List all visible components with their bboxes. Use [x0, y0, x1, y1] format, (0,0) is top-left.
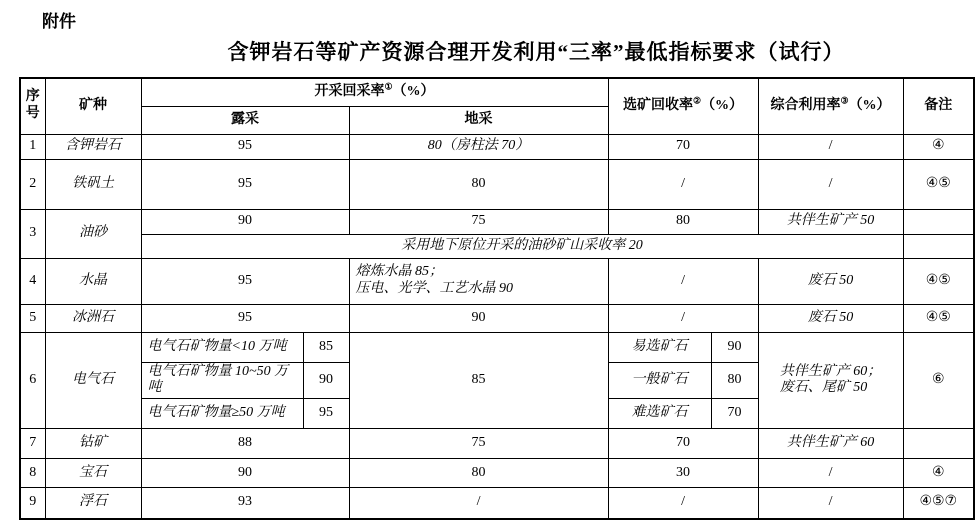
comprehensive-cell: 废石 50 [758, 258, 903, 304]
open-pit-cell: 95 [141, 304, 349, 332]
ore-type-cell: 一般矿石 [608, 362, 711, 399]
comprehensive-cell: 共伴生矿产 60 [758, 429, 903, 459]
attachment-label: 附件 [42, 12, 76, 31]
ore-value-cell: 80 [711, 362, 758, 399]
table-row [20, 488, 974, 519]
dressing-cell: / [608, 159, 758, 209]
mineral-cell: 铁矾土 [45, 159, 141, 209]
table-row [20, 459, 974, 488]
underground-line1: 熔炼水晶 85； [355, 264, 443, 280]
ore-type-cell: 易选矿石 [608, 332, 711, 362]
underground-line2: 压电、光学、工艺水晶 90 [355, 281, 513, 296]
remark-cell: ④ [903, 134, 974, 159]
dressing-cell: 30 [608, 459, 758, 488]
comprehensive-line1: 共伴生矿产 60； [779, 363, 882, 379]
header-mining-rate [141, 78, 608, 106]
underground-cell: 80（房柱法 70） [349, 134, 608, 159]
remark-cell [903, 209, 974, 234]
footnote-1-marker: ① [384, 81, 393, 92]
header-row [20, 78, 974, 106]
remark-cell: ④⑤⑦ [903, 488, 974, 519]
mineral-cell: 油砂 [45, 209, 141, 258]
remark-cell [903, 429, 974, 459]
remark-cell: ④⑤ [903, 159, 974, 209]
mineral-cell: 钴矿 [45, 429, 141, 459]
remark-cell [903, 234, 974, 258]
header-dressing-rate-label: 选矿回收率 [622, 97, 693, 113]
mineral-cell: 冰洲石 [45, 304, 141, 332]
comprehensive-cell [758, 332, 903, 429]
header-underground: 地采 [349, 106, 608, 134]
indicator-table [19, 77, 975, 520]
header-remarks: 备注 [903, 78, 974, 134]
dressing-cell: / [608, 304, 758, 332]
underground-cell: / [349, 488, 608, 519]
seq-cell: 9 [20, 488, 45, 519]
underground-cell: 80 [349, 459, 608, 488]
mineral-cell: 水晶 [45, 258, 141, 304]
underground-cell: 85 [349, 332, 608, 429]
table-row [20, 258, 974, 304]
table-row [20, 304, 974, 332]
comprehensive-cell: / [758, 159, 903, 209]
header-comprehensive-rate [758, 78, 903, 134]
table-row [20, 134, 974, 159]
ore-value-cell: 70 [711, 399, 758, 429]
mineral-cell: 电气石 [45, 332, 141, 429]
seq-cell: 7 [20, 429, 45, 459]
header-seq: 序号 [20, 78, 45, 134]
seq-cell: 4 [20, 258, 45, 304]
mineral-cell: 含钾岩石 [45, 134, 141, 159]
threshold-value-cell: 95 [303, 399, 349, 429]
threshold-value-cell: 90 [303, 362, 349, 399]
seq-cell: 3 [20, 209, 45, 258]
header-comprehensive-rate-label: 综合利用率 [770, 97, 841, 113]
header-dressing-rate-unit: （%） [701, 97, 744, 113]
open-pit-cell: 95 [141, 258, 349, 304]
header-mining-rate-unit: （%） [392, 83, 435, 99]
footnote-2-marker: ② [692, 95, 702, 106]
threshold-label-cell: 电气石矿物量 10~50 万吨 [141, 362, 303, 399]
mineral-cell: 宝石 [45, 459, 141, 488]
remark-cell: ⑥ [903, 332, 974, 429]
underground-cell: 90 [349, 304, 608, 332]
open-pit-cell: 95 [141, 134, 349, 159]
threshold-label-cell: 电气石矿物量≥50 万吨 [141, 399, 303, 429]
footnote-3-marker: ③ [840, 95, 849, 106]
underground-cell: 75 [349, 209, 608, 234]
comprehensive-text [780, 364, 882, 398]
table-row [20, 209, 974, 234]
note-cell: 采用地下原位开采的油砂矿山采收率 20 [141, 234, 903, 258]
header-comprehensive-rate-unit: （%） [848, 97, 891, 113]
seq-cell: 2 [20, 159, 45, 209]
open-pit-cell: 90 [141, 459, 349, 488]
mineral-cell: 浮石 [45, 488, 141, 519]
page-title: 含钾岩石等矿产资源合理开发利用“三率”最低指标要求（试行） [227, 40, 845, 64]
header-dressing-rate [608, 78, 758, 134]
remark-cell: ④ [903, 459, 974, 488]
comprehensive-line2: 废石、尾矿 50 [779, 380, 868, 396]
dressing-cell: 70 [608, 134, 758, 159]
comprehensive-cell: 共伴生矿产 50 [758, 209, 903, 234]
threshold-label-cell: 电气石矿物量<10 万吨 [141, 332, 303, 362]
underground-cell: 80 [349, 159, 608, 209]
ore-value-cell: 90 [711, 332, 758, 362]
comprehensive-cell: / [758, 488, 903, 519]
threshold-value-cell: 85 [303, 332, 349, 362]
open-pit-cell: 88 [141, 429, 349, 459]
dressing-cell: 80 [608, 209, 758, 234]
table-row [20, 332, 974, 362]
header-mining-rate-label: 开采回采率 [314, 83, 385, 99]
header-open-pit: 露采 [141, 106, 349, 134]
open-pit-cell: 95 [141, 159, 349, 209]
remark-cell: ④⑤ [903, 258, 974, 304]
underground-cell: 75 [349, 429, 608, 459]
open-pit-cell: 93 [141, 488, 349, 519]
seq-cell: 6 [20, 332, 45, 429]
seq-cell: 8 [20, 459, 45, 488]
dressing-cell: / [608, 488, 758, 519]
comprehensive-cell: / [758, 459, 903, 488]
table-row [20, 429, 974, 459]
dressing-cell: 70 [608, 429, 758, 459]
ore-type-cell: 难选矿石 [608, 399, 711, 429]
seq-cell: 5 [20, 304, 45, 332]
underground-cell [349, 258, 608, 304]
seq-cell: 1 [20, 134, 45, 159]
header-mineral: 矿种 [45, 78, 141, 134]
remark-cell: ④⑤ [903, 304, 974, 332]
comprehensive-cell: / [758, 134, 903, 159]
table-row [20, 234, 974, 258]
table-row [20, 159, 974, 209]
open-pit-cell: 90 [141, 209, 349, 234]
comprehensive-cell: 废石 50 [758, 304, 903, 332]
dressing-cell: / [608, 258, 758, 304]
